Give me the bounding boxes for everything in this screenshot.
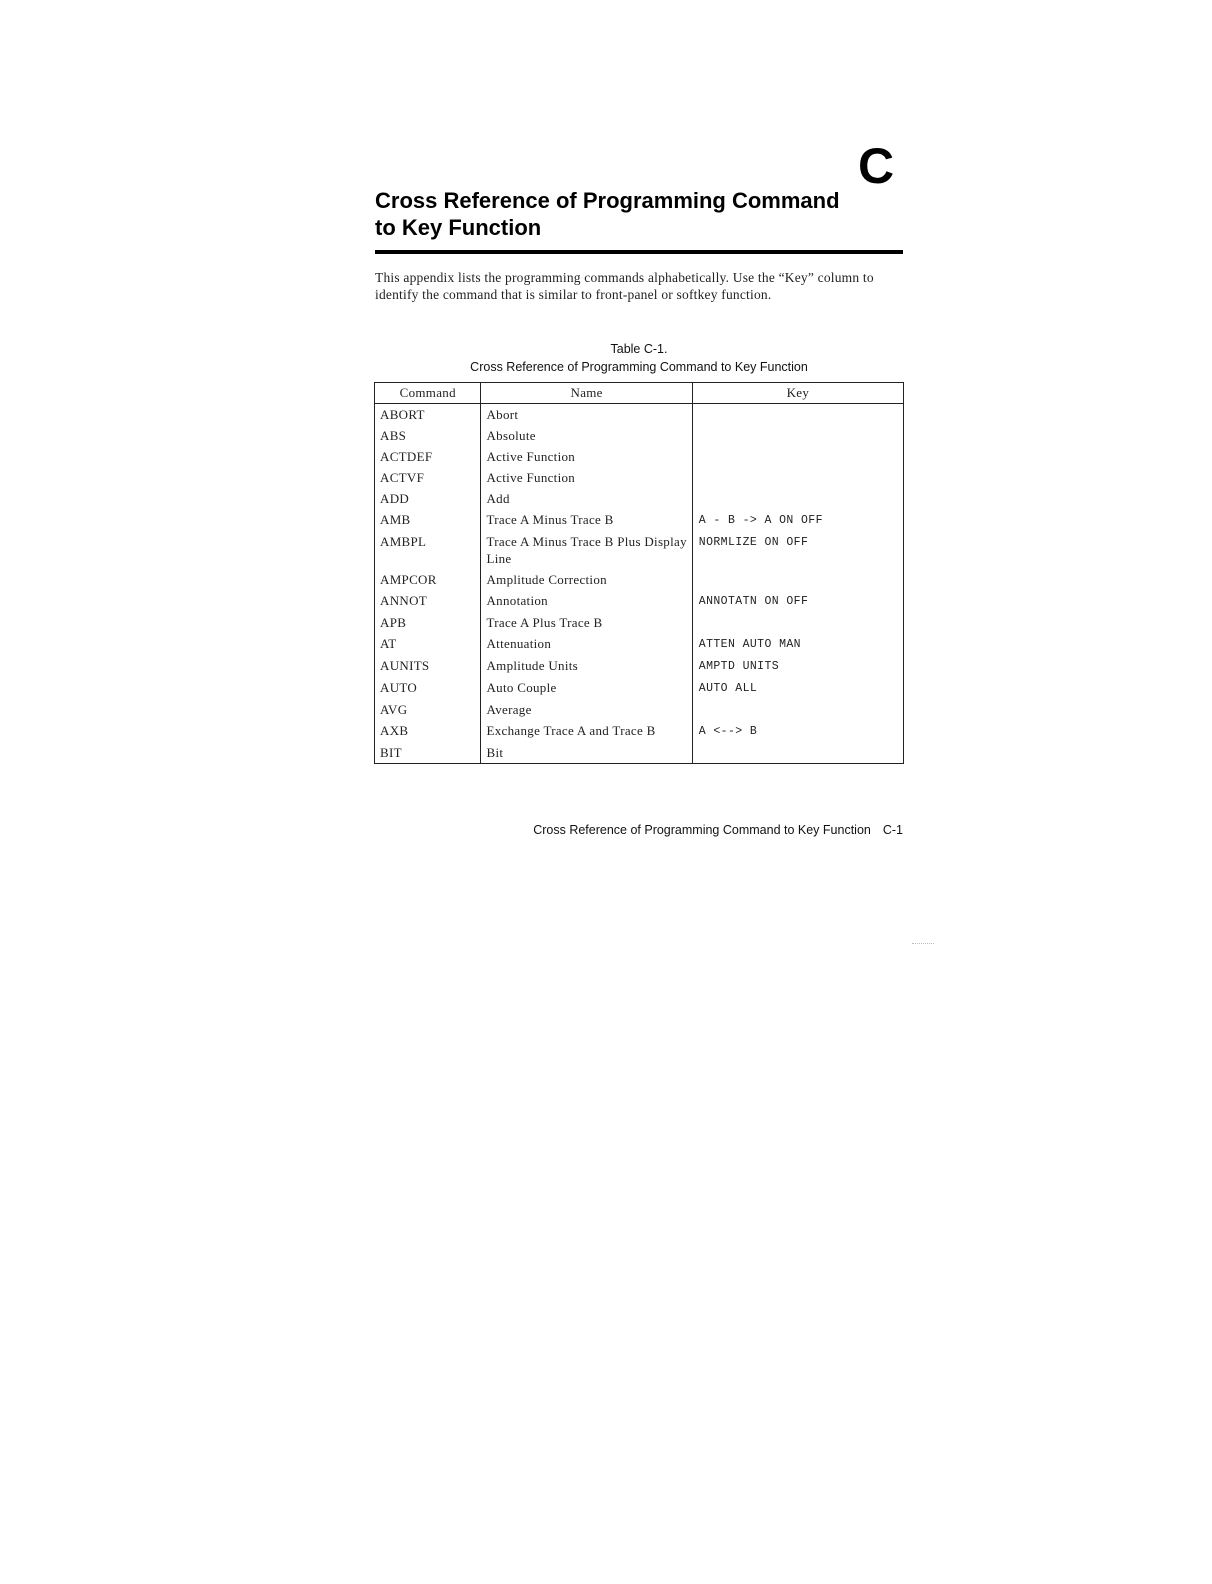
cell-key [692, 699, 903, 720]
scan-speck [912, 943, 934, 945]
cell-key: ATTEN AUTO MAN [692, 633, 903, 655]
table-row [375, 467, 904, 488]
cell-key: A <--> B [692, 720, 903, 742]
table-title: Cross Reference of Programming Command to Key Function [470, 360, 808, 374]
page-number: C-1 [882, 823, 903, 837]
cell-command: BIT [380, 745, 402, 760]
cell-name: Amplitude Correction [481, 569, 692, 590]
cell-command: AMPCOR [380, 572, 437, 587]
cell-command: AUNITS [380, 658, 430, 673]
table-header-row [375, 383, 904, 404]
cell-key: ANNOTATN ON OFF [692, 590, 903, 612]
cell-key [692, 446, 903, 467]
cell-key [692, 569, 903, 590]
cell-command: ACTDEF [380, 449, 433, 464]
cell-name: Absolute [481, 425, 692, 446]
table-row [375, 699, 904, 720]
cell-key: AUTO ALL [692, 677, 903, 699]
cell-name: Attenuation [481, 633, 692, 655]
table-row [375, 633, 904, 655]
cell-name: Average [481, 699, 692, 720]
table-row [375, 742, 904, 764]
cell-name: Active Function [481, 467, 692, 488]
cell-name: Trace A Minus Trace B Plus Display Line [481, 531, 692, 569]
cell-name: Active Function [481, 446, 692, 467]
cell-key [692, 612, 903, 633]
cell-command: AUTO [380, 680, 418, 695]
cell-name: Amplitude Units [481, 655, 692, 677]
table-caption [375, 340, 903, 376]
intro-paragraph: This appendix lists the programming commands alphabetically. Use the “Key” column to identify the command that is similar to front-panel or softkey function. [375, 270, 874, 302]
chapter-letter: C [858, 138, 895, 194]
cell-command: APB [380, 615, 407, 630]
cell-name: Trace A Plus Trace B [481, 612, 692, 633]
table-row [375, 677, 904, 699]
table-row [375, 531, 904, 569]
cell-key: NORMLIZE ON OFF [692, 531, 903, 569]
table-row [375, 612, 904, 633]
cell-command: AMB [380, 512, 411, 527]
table-row [375, 425, 904, 446]
header-name: Name [481, 383, 692, 404]
chapter-title [375, 187, 905, 241]
table-row [375, 590, 904, 612]
cell-key [692, 404, 903, 426]
table-row [375, 720, 904, 742]
cell-name: Exchange Trace A and Trace B [481, 720, 692, 742]
cell-command: ACTVF [380, 470, 425, 485]
cell-name: Auto Couple [481, 677, 692, 699]
table-row [375, 404, 904, 426]
cell-command: AMBPL [380, 534, 427, 549]
cell-command: AVG [380, 702, 408, 717]
cell-command: ADD [380, 491, 410, 506]
cell-key [692, 425, 903, 446]
table-row [375, 655, 904, 677]
chapter-title-line-2: to Key Function [375, 215, 542, 240]
table-row [375, 509, 904, 531]
footer-title: Cross Reference of Programming Command to Key Function [533, 823, 871, 837]
table-row [375, 569, 904, 590]
header-key: Key [692, 383, 903, 404]
table-number: Table C-1. [610, 342, 668, 356]
cell-command: AT [380, 636, 397, 651]
table-row [375, 488, 904, 509]
cell-key [692, 488, 903, 509]
cell-command: ABORT [380, 407, 425, 422]
cell-name: Add [481, 488, 692, 509]
cell-key: A - B -> A ON OFF [692, 509, 903, 531]
cell-command: ANNOT [380, 593, 427, 608]
cell-name: Abort [481, 404, 692, 426]
page-footer [375, 822, 903, 838]
cell-key: AMPTD UNITS [692, 655, 903, 677]
table-body [375, 404, 904, 764]
cross-reference-table [374, 382, 904, 764]
header-command: Command [375, 383, 481, 404]
cell-name: Annotation [481, 590, 692, 612]
table-row [375, 446, 904, 467]
title-rule [375, 250, 903, 254]
cell-name: Bit [481, 742, 692, 764]
cell-name: Trace A Minus Trace B [481, 509, 692, 531]
cell-key [692, 742, 903, 764]
chapter-title-line-1: Cross Reference of Programming Command [375, 188, 840, 213]
cell-key [692, 467, 903, 488]
cell-command: ABS [380, 428, 407, 443]
cell-command: AXB [380, 723, 409, 738]
